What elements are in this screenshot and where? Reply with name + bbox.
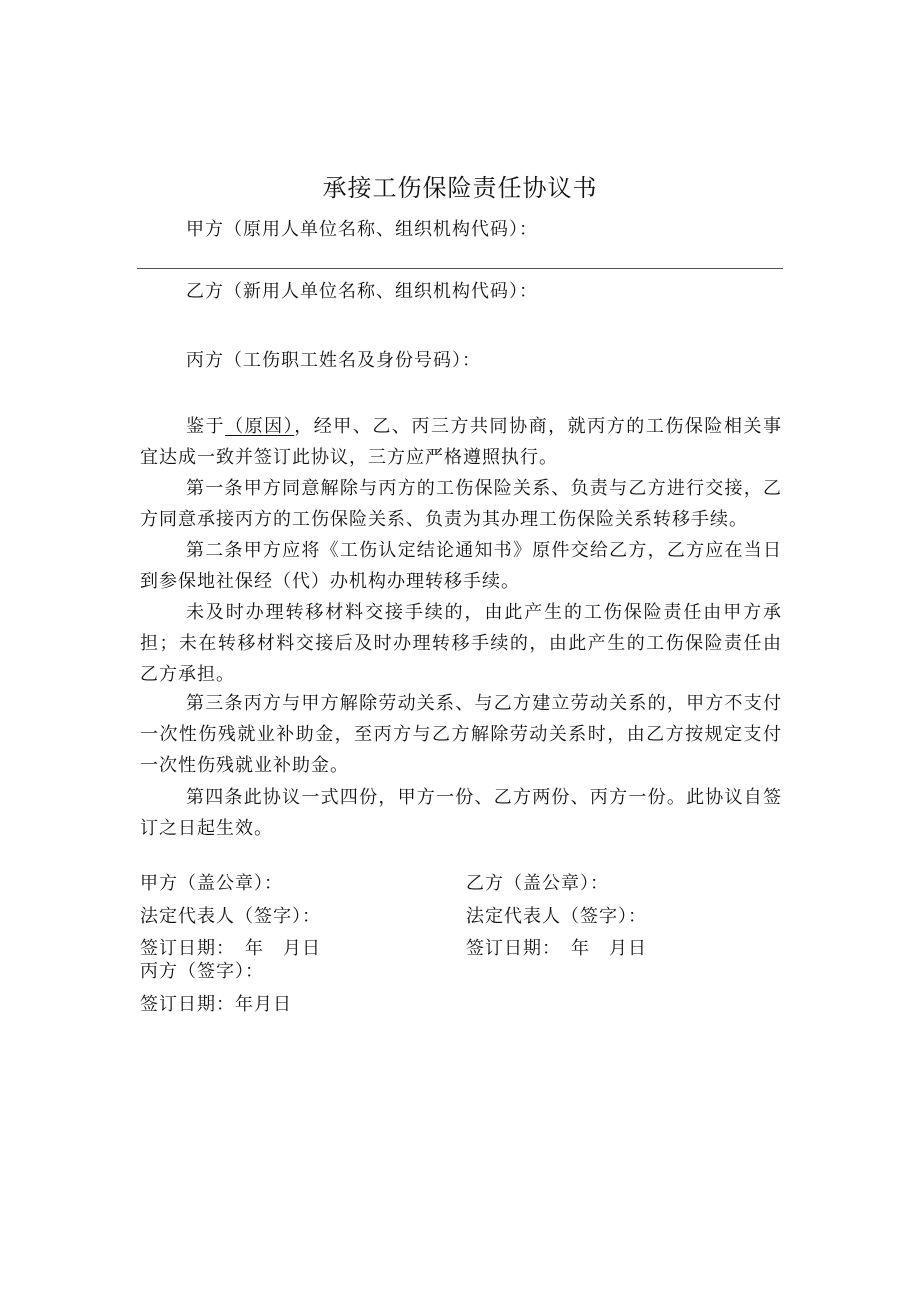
article-2: 第二条甲方应将《工伤认定结论通知书》原件交给乙方，乙方应在当日到参保地社保经（代）办机构办理转移手续。	[140, 540, 782, 592]
article-3: 第三条丙方与甲方解除劳动关系、与乙方建立劳动关系的，甲方不支付一次性伤残就业补助金，至丙方与乙方解除劳动关系时，由乙方按规定支付一次性伤残就业补助金。	[140, 693, 782, 776]
party-c-date-label: 签订日期：年月日	[140, 994, 292, 1015]
party-b-date-label: 签订日期： 年 月日	[466, 938, 647, 959]
party-b-label: 乙方（新用人单位名称、组织机构代码）：	[186, 281, 538, 302]
party-a-rep-label: 法定代表人（签字）：	[140, 906, 321, 927]
intro-suffix: ，经甲、乙、丙三方共同协商，就丙方的工伤保险相关事宜达成一致并签订此协议，三方应严格遵照执行。	[140, 416, 783, 468]
article-4: 第四条此协议一式四份，甲方一份、乙方两份、丙方一份。此协议自签订之日起生效。	[140, 787, 782, 839]
party-c-sign-label: 丙方（签字）：	[140, 961, 264, 982]
party-c-label: 丙方（工伤职工姓名及身份号码）：	[186, 350, 481, 371]
party-b-seal-label: 乙方（盖公章）：	[466, 873, 609, 894]
article-1: 第一条甲方同意解除与丙方的工伤保险关系、负责与乙方进行交接，乙方同意承接丙方的工伤保险关系、负责为其办理工伤保险关系转移手续。	[140, 478, 782, 530]
party-a-fill-line	[137, 268, 783, 269]
party-a-seal-label: 甲方（盖公章）：	[140, 873, 283, 894]
party-b-rep-label: 法定代表人（签字）：	[466, 906, 647, 927]
intro-prefix: 鉴于	[186, 416, 226, 437]
document-title: 承接工伤保险责任协议书	[322, 174, 598, 202]
article-2-note: 未及时办理转移材料交接手续的，由此产生的工伤保险责任由甲方承担；未在转移材料交接后及时办理转移手续的，由此产生的工伤保险责任由乙方承担。	[140, 602, 782, 685]
reason-field: （原因）	[225, 416, 295, 437]
party-a-label: 甲方（原用人单位名称、组织机构代码）：	[186, 219, 538, 240]
party-a-date-label: 签订日期： 年 月日	[140, 938, 321, 959]
intro-paragraph	[140, 411, 782, 473]
